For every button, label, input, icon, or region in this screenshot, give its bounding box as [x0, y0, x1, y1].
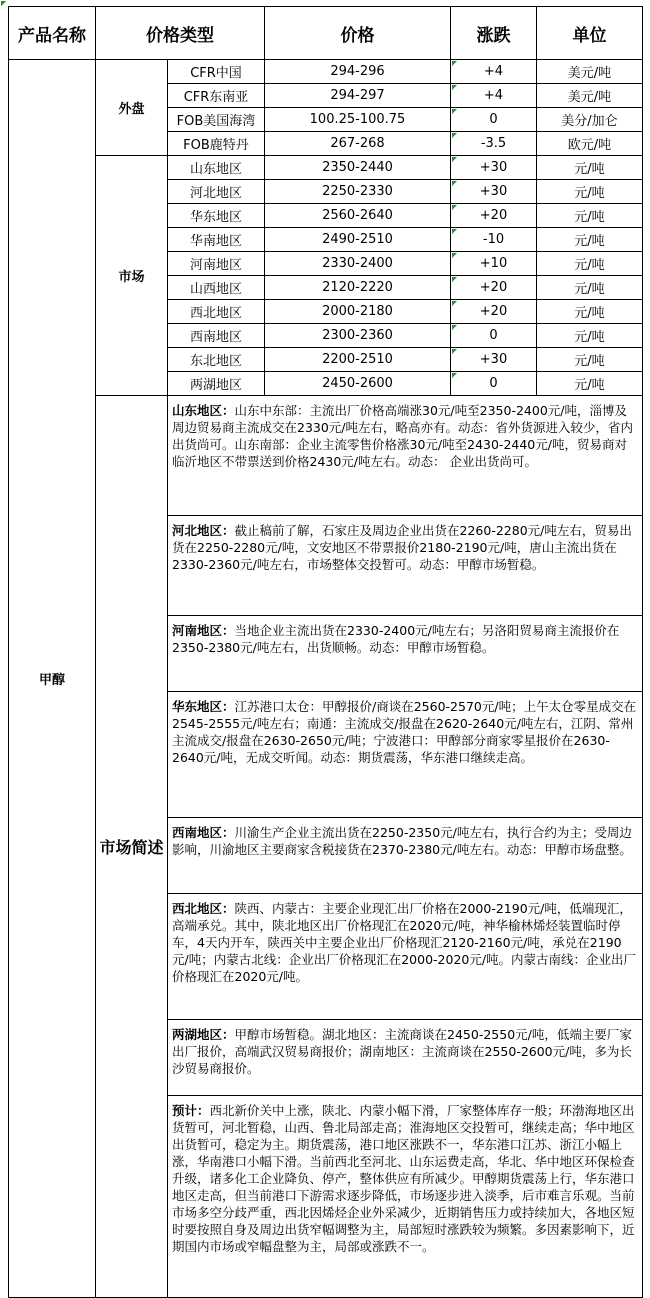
change-cell-text: -10 [482, 232, 505, 247]
unit-cell [537, 204, 643, 228]
unit-cell-text: 美元/吨 [567, 66, 612, 81]
price-type-cell [168, 348, 265, 372]
cell-note-marker [452, 301, 457, 306]
unit-cell-text: 元/吨 [574, 330, 605, 345]
header-change: 涨跌 [451, 7, 537, 60]
change-cell [451, 180, 537, 204]
price-type-cell-text: 西北地区 [189, 306, 242, 321]
price-cell-text: 2000-2180 [322, 304, 393, 319]
unit-cell [537, 84, 643, 108]
table-row [9, 156, 643, 180]
change-cell-text: +10 [479, 256, 508, 271]
cell-note-marker [452, 61, 457, 66]
price-type-cell-text: FOB美国海湾 [176, 114, 256, 129]
summary-text: 截止稿前了解，石家庄及周边企业出货在2260-2280元/吨左右，贸易出货在2250-2280元/吨，文安地区不带票报价2180-2190元/吨，唐山主流出货在2330-2360元/吨左右，市场整体交投暂可。动态：甲醇市场暂稳。 [172, 523, 632, 572]
change-cell-text: +20 [479, 208, 508, 223]
header-unit: 单位 [537, 7, 643, 60]
price-cell-text: 2120-2220 [322, 280, 393, 295]
header-row [9, 7, 643, 60]
unit-cell [537, 108, 643, 132]
price-type-cell [168, 324, 265, 348]
change-cell [451, 276, 537, 300]
table-row [9, 60, 643, 84]
summary-text: 陕西、内蒙古：主要企业现汇出厂价格在2000-2190元/吨，低端现汇，高端承兑。其中，陕北地区出厂价格现汇在2020元/吨，神华榆林烯烃装置临时停车，4天内开车，陕西关中主要企业出厂价格现汇2120-2160元/吨，承兑在2190元/吨；内蒙古北线：企业出厂价格现汇在2000-2020元/吨。内蒙古南线：企业出厂价格现汇在2020元/吨。 [172, 901, 637, 984]
header-product: 产品名称 [9, 7, 96, 60]
price-cell [265, 324, 451, 348]
change-cell-text: +20 [479, 280, 508, 295]
price-type-cell-text: CFR中国 [190, 66, 242, 81]
price-type-cell-text: 华南地区 [189, 234, 242, 249]
price-type-cell [168, 276, 265, 300]
change-cell-text: +30 [479, 352, 508, 367]
change-cell [451, 372, 537, 396]
cell-note-marker [452, 277, 457, 282]
cell-note-marker [452, 109, 457, 114]
unit-cell [537, 132, 643, 156]
summary-block [168, 616, 642, 692]
price-type-cell [168, 132, 265, 156]
cell-note-marker [452, 133, 457, 138]
unit-cell-text: 元/吨 [574, 378, 605, 393]
summary-text: 川渝生产企业主流出货在2250-2350元/吨左右，执行合约为主；受周边影响，川渝地区主要商家含税接货在2370-2380元/吨左右。动态：甲醇市场盘整。 [172, 825, 632, 857]
summary-container [168, 396, 643, 1298]
price-cell-text: 267-268 [330, 136, 385, 151]
price-type-cell [168, 300, 265, 324]
unit-cell [537, 252, 643, 276]
summary-text: 甲醇市场暂稳。湖北地区：主流商谈在2450-2550元/吨，低端主要厂家出厂报价，高端武汉贸易商报价；湖南地区：主流商谈在2550-2600元/吨，多为长沙贸易商报价。 [172, 1027, 632, 1076]
cell-note-marker [452, 205, 457, 210]
price-type-cell-text: 东北地区 [189, 354, 242, 369]
price-type-cell [168, 108, 265, 132]
price-type-cell [168, 252, 265, 276]
price-cell [265, 156, 451, 180]
group-label: 市场简述 [96, 396, 168, 1298]
price-type-cell-text: 河北地区 [189, 186, 242, 201]
price-type-cell [168, 204, 265, 228]
unit-cell-text: 元/吨 [574, 354, 605, 369]
summary-block [168, 516, 642, 616]
change-cell [451, 84, 537, 108]
price-cell [265, 252, 451, 276]
summary-block [168, 818, 642, 894]
cell-note-marker [452, 181, 457, 186]
summary-block [168, 1096, 642, 1298]
unit-cell-text: 元/吨 [574, 282, 605, 297]
price-cell [265, 276, 451, 300]
summary-region: 山东地区： [172, 403, 235, 418]
price-cell-text: 294-296 [330, 64, 385, 79]
unit-cell-text: 元/吨 [574, 258, 605, 273]
price-type-cell [168, 60, 265, 84]
price-cell-text: 2450-2600 [322, 376, 393, 391]
summary-text: 当地企业主流出货在2330-2400元/吨左右；另洛阳贸易商主流报价在2350-2380元/吨左右，出货顺畅。动态：甲醇市场暂稳。 [172, 623, 620, 655]
price-type-cell-text: 山东地区 [189, 162, 242, 177]
price-cell [265, 228, 451, 252]
summary-region: 西南地区： [172, 825, 235, 840]
price-cell-text: 2560-2640 [322, 208, 393, 223]
summary-region: 河北地区： [172, 523, 235, 538]
summary-row [9, 396, 643, 1298]
price-type-cell-text: CFR东南亚 [183, 90, 249, 105]
summary-block [168, 396, 642, 516]
change-cell-text: +4 [483, 88, 504, 103]
unit-cell-text: 美分/加仑 [561, 114, 618, 129]
header-price: 价格 [265, 7, 451, 60]
price-cell-text: 2350-2440 [322, 160, 393, 175]
price-type-cell-text: 河南地区 [189, 258, 242, 273]
unit-cell [537, 156, 643, 180]
change-cell [451, 108, 537, 132]
change-cell [451, 60, 537, 84]
unit-cell [537, 60, 643, 84]
price-cell-text: 2490-2510 [322, 232, 393, 247]
group-label: 外盘 [96, 60, 168, 156]
price-type-cell [168, 156, 265, 180]
summary-block [168, 1020, 642, 1096]
price-cell [265, 204, 451, 228]
group-label: 市场 [96, 156, 168, 396]
unit-cell [537, 300, 643, 324]
cell-note-marker [452, 253, 457, 258]
price-cell [265, 300, 451, 324]
change-cell [451, 348, 537, 372]
price-cell-text: 2330-2400 [322, 256, 393, 271]
price-cell [265, 84, 451, 108]
unit-cell-text: 元/吨 [574, 162, 605, 177]
price-type-cell-text: 华东地区 [189, 210, 242, 225]
price-cell [265, 108, 451, 132]
unit-cell-text: 元/吨 [574, 234, 605, 249]
price-type-cell-text: 山西地区 [189, 282, 242, 297]
price-type-cell [168, 228, 265, 252]
summary-text: 西北新价关中上涨，陕北、内蒙小幅下滑，厂家整体库存一般；环渤海地区出货暂可，河北暂稳，山西、鲁北局部走高；淮海地区交投暂可，继续走高；华中地区出货暂可，稳定为主。期货震荡，港口地区涨跌不一，华东港口江苏、浙江小幅上涨，华南港口小幅下滑。当前西北至河北、山东运费走高，华北、华中地区环保检查升级，诸多化工企业降负、停产，整体供应有所减少。甲醇期货震荡上行，华东港口地区走高，但当前港口下游需求逐步降低，市场逐步进入淡季，后市难言乐观。当前市场多空分歧严重，西北因烯烃企业外采减少，近期销售压力或持续加大，各地区短时要按照自身及周边出货窄幅调整为主，局部短时涨跌较为频繁。多因素影响下，近期国内市场或窄幅盘整为主，局部或涨跌不一。 [172, 1103, 635, 1254]
change-cell-text: +30 [479, 160, 508, 175]
change-cell-text: +4 [483, 64, 504, 79]
unit-cell [537, 180, 643, 204]
change-cell [451, 132, 537, 156]
change-cell-text: 0 [489, 112, 498, 127]
price-type-cell-text: 两湖地区 [189, 378, 242, 393]
header-price-type: 价格类型 [96, 7, 265, 60]
product-name: 甲醇 [9, 60, 96, 1298]
price-cell-text: 2250-2330 [322, 184, 393, 199]
summary-text: 山东中东部：主流出厂价格高端涨30元/吨至2350-2400元/吨，淄博及周边贸易商主流成交在2330元/吨左右，略高亦有。动态：省外货源进入较少，省内出货尚可。山东南部：企业主流零售价格涨30元/吨至2430-2440元/吨，贸易商对临沂地区不带票送到价格2430元/吨左右。动态： 企业出货尚可。 [172, 403, 634, 469]
change-cell-text: +30 [479, 184, 508, 199]
unit-cell [537, 348, 643, 372]
unit-cell-text: 美元/吨 [567, 90, 612, 105]
summary-region: 华东地区： [172, 699, 235, 714]
price-type-cell [168, 372, 265, 396]
cell-note-marker [452, 325, 457, 330]
price-cell [265, 180, 451, 204]
price-table [8, 6, 643, 1298]
unit-cell [537, 276, 643, 300]
unit-cell [537, 324, 643, 348]
price-cell-text: 100.25-100.75 [309, 112, 406, 127]
cell-note-marker [452, 349, 457, 354]
price-cell [265, 372, 451, 396]
summary-block [168, 894, 642, 1020]
price-type-cell-text: FOB鹿特丹 [183, 138, 249, 153]
summary-block [168, 692, 642, 818]
price-cell [265, 132, 451, 156]
change-cell [451, 300, 537, 324]
change-cell [451, 156, 537, 180]
unit-cell-text: 元/吨 [574, 306, 605, 321]
summary-region: 西北地区： [172, 901, 235, 916]
price-cell [265, 348, 451, 372]
change-cell-text: +20 [479, 304, 508, 319]
price-cell-text: 294-297 [330, 88, 385, 103]
cell-note-marker [452, 373, 457, 378]
price-cell-text: 2300-2360 [322, 328, 393, 343]
unit-cell-text: 欧元/吨 [567, 138, 612, 153]
unit-cell-text: 元/吨 [574, 210, 605, 225]
price-type-cell [168, 180, 265, 204]
change-cell-text: 0 [489, 328, 498, 343]
price-cell [265, 60, 451, 84]
change-cell [451, 204, 537, 228]
summary-text: 江苏港口太仓：甲醇报价/商谈在2560-2570元/吨；上午太仓零星成交在2545-2555元/吨左右；南通：主流成交/报盘在2620-2640元/吨左右，江阴、常州主流成交/报盘在2630-2650元/吨；宁波港口：甲醇部分商家零星报价在2630-2640元/吨，无成交听闻。动态：期货震荡，华东港口继续走高。 [172, 699, 637, 765]
cell-note-marker [452, 229, 457, 234]
change-cell-text: -3.5 [480, 136, 507, 151]
summary-region: 河南地区： [172, 623, 235, 638]
unit-cell [537, 372, 643, 396]
change-cell [451, 252, 537, 276]
price-type-cell-text: 西南地区 [189, 330, 242, 345]
summary-region: 预计： [172, 1103, 210, 1118]
unit-cell [537, 228, 643, 252]
change-cell-text: 0 [489, 376, 498, 391]
cell-note-marker [452, 85, 457, 90]
change-cell [451, 228, 537, 252]
price-cell-text: 2200-2510 [322, 352, 393, 367]
unit-cell-text: 元/吨 [574, 186, 605, 201]
summary-region: 两湖地区： [172, 1027, 235, 1042]
change-cell [451, 324, 537, 348]
cell-note-marker [452, 157, 457, 162]
price-type-cell [168, 84, 265, 108]
